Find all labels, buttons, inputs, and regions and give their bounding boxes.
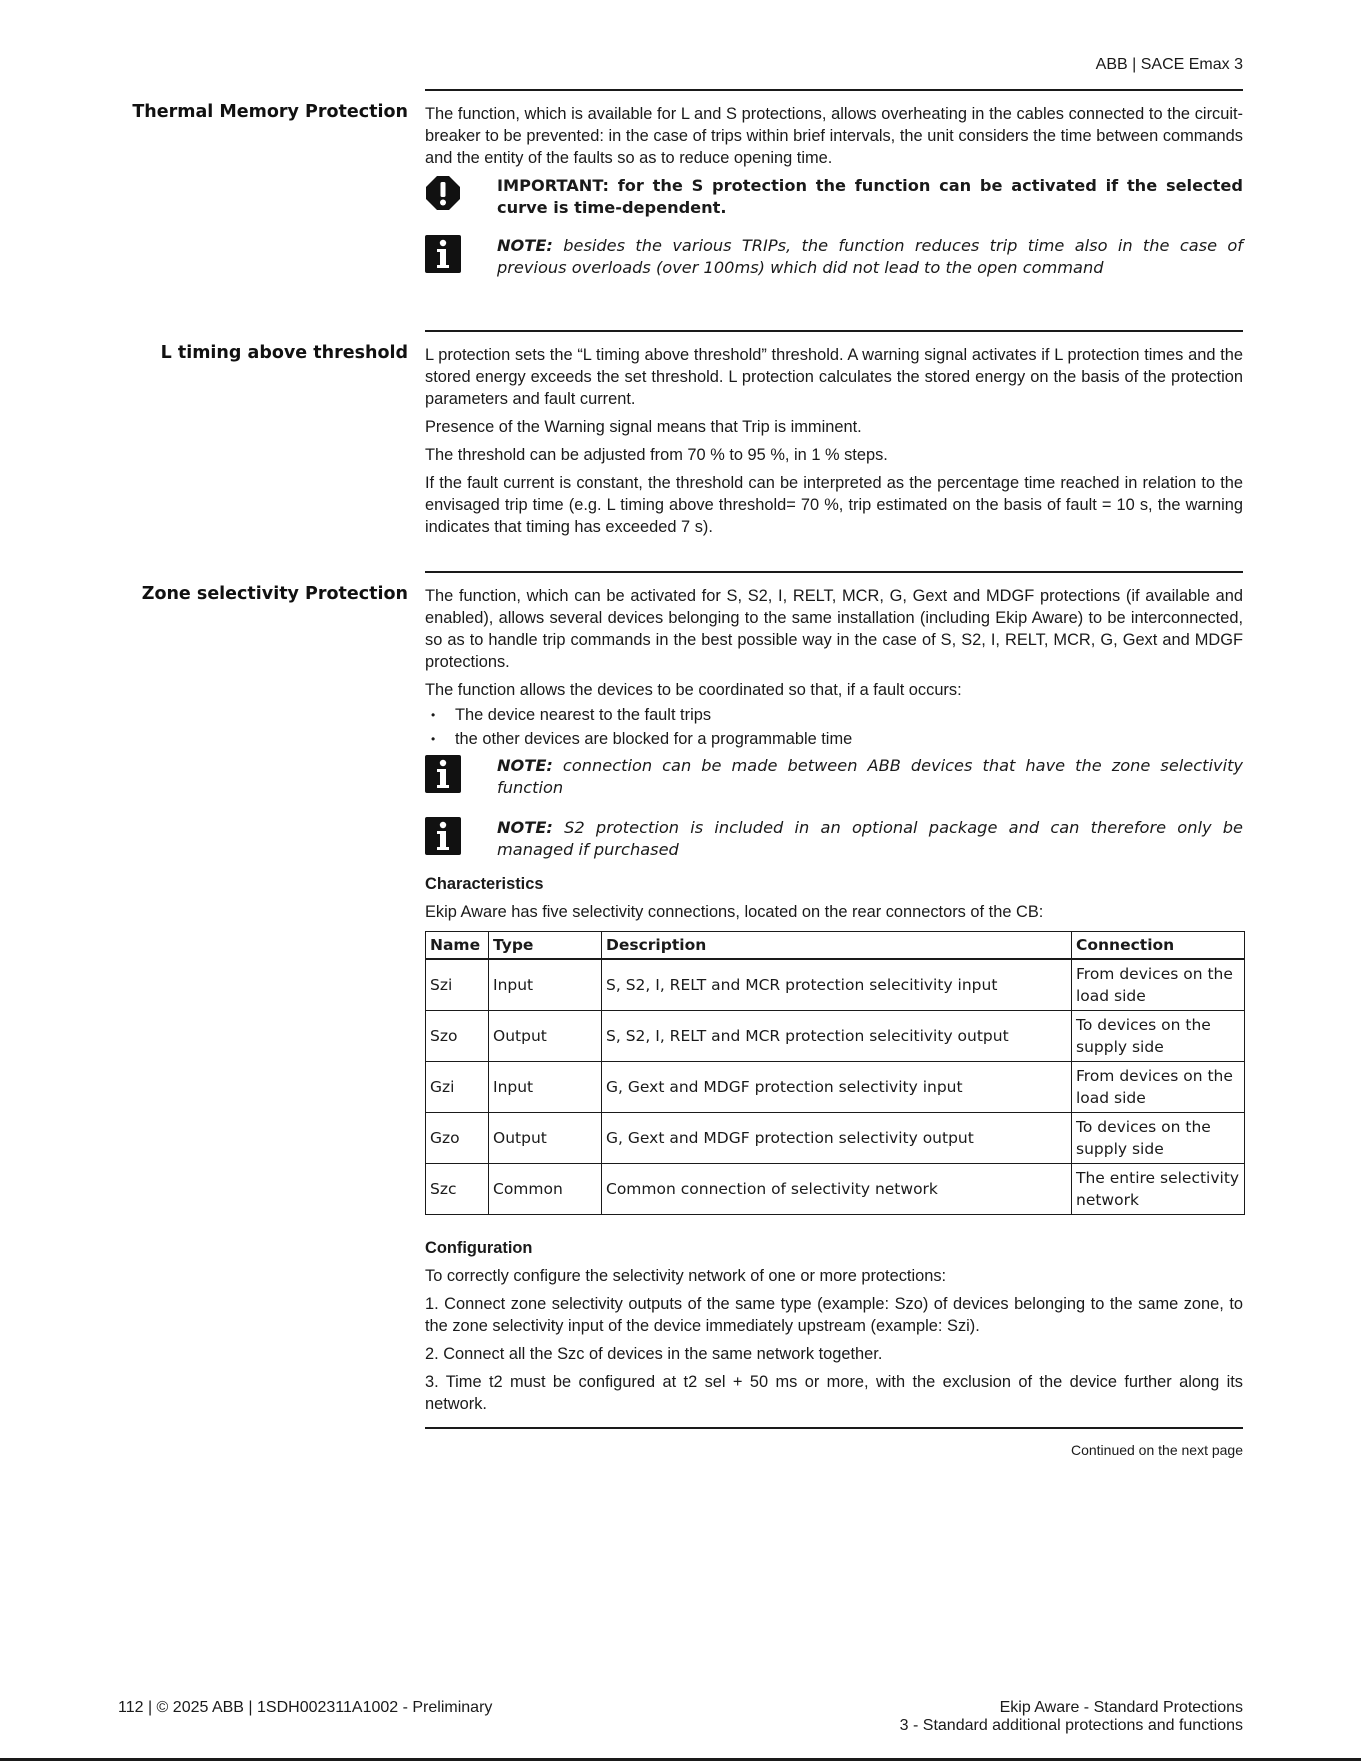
table-row (426, 959, 1245, 1011)
note-text: connection can be made between ABB devices that have the zone selectivity function (497, 756, 1243, 797)
configuration-heading: Configuration (425, 1239, 533, 1257)
paragraph: The function allows the devices to be coordinated so that, if a fault occurs: (425, 681, 962, 699)
selectivity-table (425, 931, 1245, 1215)
info-note (425, 235, 1243, 279)
paragraph: Ekip Aware has five selectivity connections, located on the rear connectors of the CB: (425, 903, 1044, 921)
table-cell: Output (489, 1113, 602, 1164)
step-item: 3. Time t2 must be configured at t2 sel + 50 ms or more, with the exclusion of the device further along its network. (425, 1373, 1243, 1413)
step-item: 1. Connect zone selectivity outputs of the same type (example: Szo) of devices belonging to the same zone, to the zone selectivity input of the device immediately upstream (example: Szi). (425, 1295, 1243, 1335)
table-cell: G, Gext and MDGF protection selectivity input (602, 1062, 1072, 1113)
table-row (426, 1164, 1245, 1215)
section-title: L timing above threshold (160, 343, 408, 363)
important-note (425, 175, 1243, 219)
bullet-list (425, 703, 1243, 751)
table-cell: S, S2, I, RELT and MCR protection selecitivity input (602, 959, 1072, 1011)
table-row (426, 1062, 1245, 1113)
column-header: Description (602, 932, 1072, 960)
column-header: Connection (1072, 932, 1245, 960)
paragraph: If the fault current is constant, the threshold can be interpreted as the percentage time reached in relation to the envisaged trip time (e.g. L timing above threshold= 70 %, trip estimated on the basis of fault = 10 s, the warning indicates that timing has exceeded 7 s). (425, 474, 1243, 536)
table-cell: G, Gext and MDGF protection selectivity output (602, 1113, 1072, 1164)
paragraph: Presence of the Warning signal means that Trip is imminent. (425, 418, 862, 436)
footer-doc-title: Ekip Aware - Standard Protections (999, 1699, 1243, 1716)
table-cell: To devices on the supply side (1072, 1011, 1245, 1062)
info-icon (425, 817, 461, 861)
table-row (426, 1011, 1245, 1062)
table-header-row (426, 932, 1245, 960)
footer-page-info: 112 | © 2025 ABB | 1SDH002311A1002 - Preliminary (118, 1699, 493, 1716)
footer-chapter-info (900, 1699, 1243, 1735)
table-row (426, 1113, 1245, 1164)
table-cell: Szi (426, 959, 489, 1011)
table-cell: Output (489, 1011, 602, 1062)
note-label: NOTE: (497, 756, 553, 775)
info-note (425, 817, 1243, 861)
table-cell: Common (489, 1164, 602, 1215)
list-item: • The device nearest to the fault trips (425, 703, 1243, 727)
note-label: NOTE: (497, 818, 553, 837)
paragraph: L protection sets the “L timing above threshold” threshold. A warning signal activates if L protection times and the stored energy exceeds the set threshold. L protection calculates the stored energy on the basis of the protection parameters and fault current. (425, 346, 1243, 408)
column-header: Type (489, 932, 602, 960)
table-cell: From devices on the load side (1072, 959, 1245, 1011)
section-body (425, 89, 1243, 289)
note-text: S2 protection is included in an optional package and can therefore only be managed if purchased (497, 818, 1243, 859)
section-title: Thermal Memory Protection (132, 102, 408, 122)
paragraph: The function, which can be activated for S, S2, I, RELT, MCR, G, Gext and MDGF protections (if available and enabled), allows several devices belonging to the same installation (including Ekip Aware) to be interconnected, so as to handle trip commands in the best possible way in the case of S, S2, I, RELT, MCR, G, Gext and MDGF protections. (425, 587, 1243, 671)
running-header: ABB | SACE Emax 3 (1095, 56, 1243, 73)
paragraph: The threshold can be adjusted from 70 % to 95 %, in 1 % steps. (425, 446, 888, 464)
paragraph: The function, which is available for L and S protections, allows overheating in the cables connected to the circuit-breaker to be prevented: in the case of trips within brief intervals, the unit considers the time between commands and the entity of the faults so as to reduce opening time. (425, 105, 1243, 167)
footer-chapter-title: 3 - Standard additional protections and functions (899, 1717, 1243, 1734)
table-cell: Szo (426, 1011, 489, 1062)
table-cell: Input (489, 959, 602, 1011)
section-body (425, 571, 1243, 1461)
step-item: 2. Connect all the Szc of devices in the same network together. (425, 1345, 883, 1363)
list-item: • the other devices are blocked for a programmable time (425, 727, 1243, 751)
table-cell: To devices on the supply side (1072, 1113, 1245, 1164)
important-text: IMPORTANT: for the S protection the function can be activated if the selected curve is time-dependent. (497, 176, 1243, 217)
info-icon (425, 755, 461, 799)
info-note (425, 755, 1243, 799)
table-cell: Szc (426, 1164, 489, 1215)
paragraph: To correctly configure the selectivity network of one or more protections: (425, 1267, 947, 1285)
note-label: NOTE: (497, 236, 553, 255)
characteristics-heading: Characteristics (425, 875, 544, 893)
table-cell: Input (489, 1062, 602, 1113)
info-icon (425, 235, 461, 279)
table-cell: From devices on the load side (1072, 1062, 1245, 1113)
column-header: Name (426, 932, 489, 960)
note-text: besides the various TRIPs, the function reduces trip time also in the case of previous overloads (over 100ms) which did not lead to the open command (497, 236, 1243, 277)
table-cell: S, S2, I, RELT and MCR protection selecitivity output (602, 1011, 1072, 1062)
section-body (425, 330, 1243, 544)
configuration-steps (425, 1293, 1243, 1415)
table-cell: Gzi (426, 1062, 489, 1113)
table-cell: Gzo (426, 1113, 489, 1164)
table-cell: The entire selectivity network (1072, 1164, 1245, 1215)
section-title: Zone selectivity Protection (141, 584, 408, 604)
exclamation-icon (425, 175, 461, 217)
table-cell: Common connection of selectivity network (602, 1164, 1072, 1215)
continued-note: Continued on the next page (425, 1427, 1243, 1461)
